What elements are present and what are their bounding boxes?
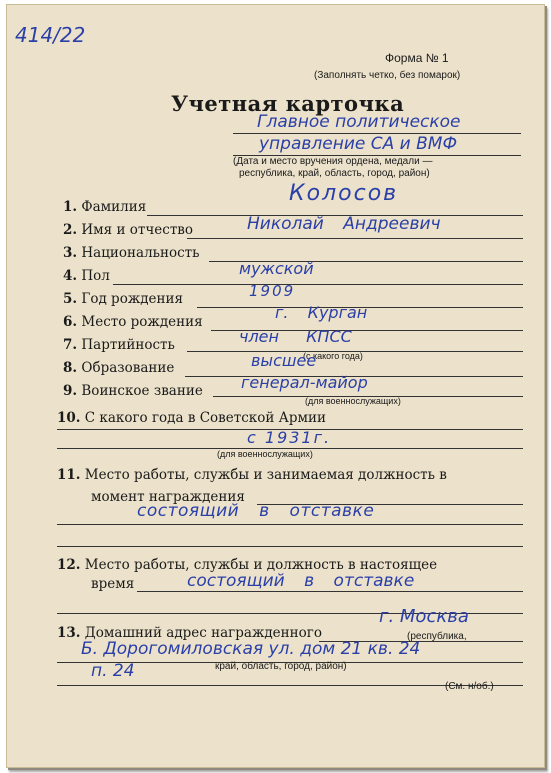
field-5-value: 1909: [249, 282, 296, 300]
award-place-caption-2: республика, край, область, город, район): [239, 168, 430, 179]
award-place-line1: Главное политическое: [257, 112, 461, 132]
field-9-caption: (для военнослужащих): [305, 396, 401, 406]
field-11-value: состоящий в отставке: [137, 501, 375, 521]
field-8-label: 8. Образование: [63, 360, 175, 376]
field-3-label: 3. Национальность: [63, 245, 200, 261]
field-12-label-2: время: [91, 576, 135, 592]
field-6-label: 6. Место рождения: [63, 314, 203, 330]
field-9-value: генерал-майор: [241, 373, 368, 392]
field-2-label: 2. Имя и отчество: [63, 222, 194, 238]
field-9-label: 9. Воинское звание: [63, 383, 203, 399]
field-13-value-1: г. Москва: [379, 606, 469, 627]
field-6-value: г. Курган: [275, 303, 368, 322]
field-13-value-2: Б. Дорогомиловская ул. дом 21 кв. 24: [81, 639, 421, 659]
field-10-caption: (для военнослужащих): [217, 449, 313, 459]
field-11-label-1: 11. Место работы, службы и занимаемая должность в: [57, 467, 447, 483]
award-record-card: [6, 4, 545, 768]
field-4-label: 4. Пол: [63, 268, 110, 284]
field-7-label: 7. Партийность: [63, 337, 175, 353]
see-reverse-note: (См. н/об.): [445, 681, 494, 692]
card-title: Учетная карточка: [171, 91, 405, 116]
field-1-label: 1. Фамилия: [63, 199, 147, 215]
field-2-value: Николай Андреевич: [247, 214, 441, 234]
form-number: Форма № 1: [385, 51, 449, 65]
field-13-label: 13. Домашний адрес награжденного: [57, 625, 322, 641]
field-11-label-2: момент награждения: [91, 489, 245, 505]
field-7-caption: (с какого года): [303, 351, 363, 361]
field-13-caption-1: (республика,: [407, 631, 467, 642]
field-12-value: состоящий в отставке: [187, 571, 415, 591]
field-10-label: 10. С какого года в Советской Армии: [57, 410, 326, 426]
field-12-label-1: 12. Место работы, службы и должность в настоящее: [57, 557, 438, 573]
field-13-value-3: п. 24: [91, 661, 135, 681]
fill-instruction: (Заполнять четко, без помарок): [314, 70, 461, 81]
field-13-caption-2: край, область, город, район): [215, 661, 347, 672]
field-1-value: Колосов: [289, 181, 399, 206]
corner-note: 414/22: [15, 23, 86, 47]
field-7-value: член КПСС: [239, 327, 352, 346]
field-8-value: высшее: [251, 351, 317, 370]
field-10-value: с 1931г.: [247, 428, 332, 447]
field-5-label: 5. Год рождения: [63, 291, 184, 307]
award-place-line2: управление СА и ВМФ: [259, 134, 458, 154]
award-place-caption-1: (Дата и место вручения ордена, медали —: [233, 156, 433, 167]
field-4-value: мужской: [239, 259, 314, 278]
